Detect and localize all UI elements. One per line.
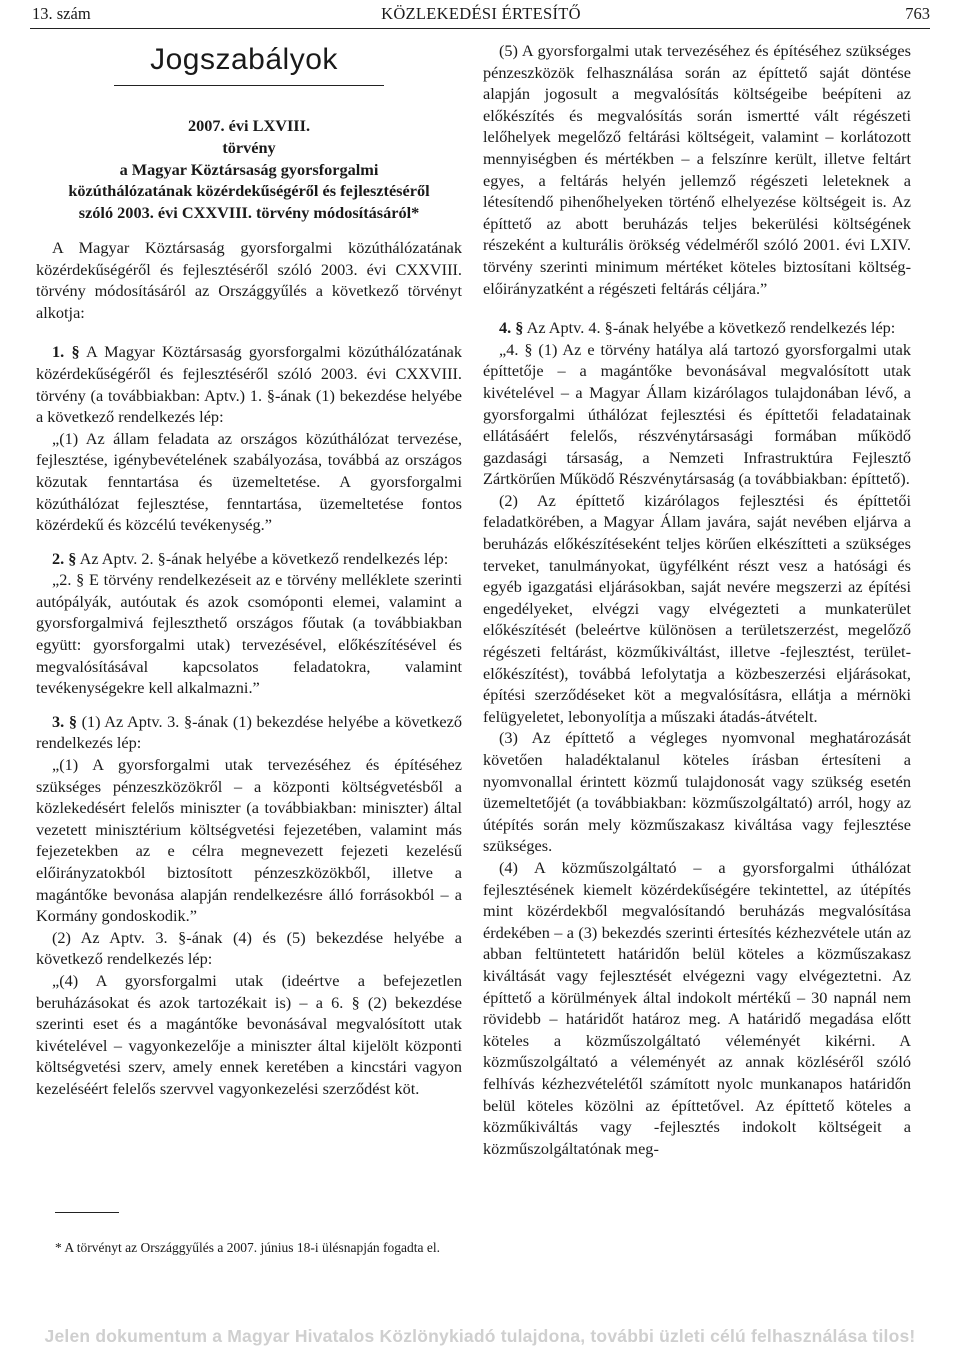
paragraph-5-quote: (5) A gyorsforgalmi utak tervezéséhez és építéséhez szükséges pénzeszközök felhasználása során az építtető saját döntése alapján jogosult a megvalósítás költségeibe beépíteni az előkészítés és megvalósítás során ismertté vált régészeti lelőhelyek megelőző feltárási költségeit, valamint – korlátozott mennyiségben és mértékben – a felszínre került, illetve feltárt egyes, a feltárás helyén jellemző régészeti leleteknek a létesítendő pihenőhelyeken történő elhelyezése költségeit is. Az építtető az abott beruházás teljes bekerülési költségének részeként a kulturális örökség védelméről szóló 2001. évi LXIV. törvény szerinti minimum mértéket köteles biztosítani költség-előirányzatként a régészeti feltárás céljára.” <box>483 41 911 298</box>
section-4-quote-1: „4. § (1) Az e törvény hatálya alá tartozó gyorsforgalmi utak építtetője – a magántőke bevonásával megvalósított utak kivételével – a Magyar Állam kizárólagos tulajdonában lévő, a gyorsforgalmi úthálózat fejlesztési és építtetői feladatainak ellátásáért felelős, részvénytársasági formában működő gazdasági társaság, a Nemzeti Infrastruktúra Fejlesztő Zártkörűen Működő Részvénytársaság (a továbbiakban: építtető). <box>483 339 911 489</box>
section-4-quote-3: (3) Az építtető a végleges nyomvonal meghatározását követően haladéktalanul köteles írásban értesíteni a nyomvonallal érintett közmű tulajdonosát vagy szükség esetén üzemeltetőjét (a továbbiakban: közműszolgáltató) arról, hogy az útépítés során mely közműszakasz kiváltása vagy fejlesztése szükséges. <box>483 728 911 856</box>
law-type: törvény <box>222 137 276 157</box>
section-4-text: Az Aptv. 4. §-ának helyébe a következő rendelkezés lép: <box>523 318 896 338</box>
law-title-line: szóló 2003. évi CXXVIII. törvény módosításáról* <box>78 203 420 223</box>
section-title: Jogszabályok <box>150 43 338 76</box>
issue-number: 13. szám <box>32 4 91 23</box>
law-title-line: közúthálózatának közérdekűségéről és fejlesztéséről <box>68 181 430 201</box>
journal-title: KÖZLEKEDÉSI ÉRTESÍTŐ <box>381 4 581 23</box>
section-1-number: 1. § <box>52 342 80 362</box>
copyright-watermark: Jelen dokumentum a Magyar Hivatalos Közlönykiadó tulajdona, további üzleti célú felhasználása tilos! <box>44 1326 916 1346</box>
page-number: 763 <box>905 4 930 23</box>
section-3-number: 3. § <box>52 711 77 731</box>
section-3-quote-2: „(4) A gyorsforgalmi utak (ideértve a befejezetlen beruházásokat és azok tartozékait is) – a 6. § (2) bekezdése szerinti eset és a magántőke bevonásával megvalósított utak kivételével – vagyonkezelője a miniszter által kijelölt központi költségvetési szerv, amely ennek keretében a kincstári vagyon kezeléséért felelős szervvel vagyonkezelési szerződést köt. <box>36 970 462 1098</box>
section-2-quote: „2. § E törvény rendelkezéseit az e törvény melléklete szerinti autópályák, autóutak és azok csomóponti elemei, valamint a gyorsforgalmivá fejleszthető országos főutak (a továbbiakban együtt: gyorsforgalmi utak) tervezésével, előkészítésével és megvalósításával kapcsolatos feladatokra, valamint tevékenységekre kell alkalmazni.” <box>36 570 462 698</box>
section-4 <box>483 317 911 339</box>
title-rule <box>114 85 384 86</box>
section-2-text: Az Aptv. 2. §-ának helyébe a következő rendelkezés lép: <box>76 548 449 568</box>
section-1 <box>36 341 462 427</box>
section-3-text: (1) Az Aptv. 3. §-ának (1) bekezdése helyébe a következő rendelkezés lép: <box>36 711 462 753</box>
section-4-number: 4. § <box>499 318 524 338</box>
section-1-quote: „(1) Az állam feladata az országos közúthálózat tervezése, fejlesztése, igénybevételének szabályozása, továbbá az országos közutak fenntartása és üzemeltetése. A gyorsforgalmi közúthálózat fejlesztése, fenntartása, üzemeltetése fontos közérdekű és közcélú tevékenység.” <box>36 428 462 535</box>
section-4-quote-4: (4) A közműszolgáltató – a gyorsforgalmi úthálózat fejlesztésének kiemelt közérdekűségére tekintettel, az útépítés mint közérdekből megvalósítandó beruházás megvalósítása érdekében – a (3) bekezdés szerinti értesítés kézhezvétele után az abban feltüntetett határidőn belül köteles a közműszakasz kiváltását vagy fejlesztését elvégezni vagy elvégeztetni. Az építtető a körülmények által indokolt mértékű – 30 napnál nem rövidebb – határidőt határoz meg. A határidő megadása előtt köteles a közműszolgáltató véleményét kikérni. A közműszolgáltató a véleményét az annak közléséről szóló felhívás kézhezvételétől számított nyolc munkanapos határidőn belül köteles közölni az építtetővel. Az építtető köteles a közműkiváltás vagy -fejlesztés indokolt költségeit a közműszolgáltatónak meg- <box>483 857 911 1158</box>
page-header <box>32 4 930 30</box>
section-3-quote-1: „(1) A gyorsforgalmi utak tervezéséhez és építéséhez szükséges pénzeszközökről – a központi költségvetésből a közlekedésért felelős miniszter (a továbbiakban: miniszter) által vezetett minisztérium költségvetési fejezetében, valamint más fejezetekben az e célra megnevezett fejezeti kezelésű előirányzatokból biztosított pénzeszközökből, illetve a magántőke bevonása alapján rendelkezésre álló forrásokból – a Kormány gondoskodik.” <box>36 755 462 926</box>
footnote: * A törvényt az Országgyűlés a 2007. június 18-i ülésnapján fogadta el. <box>55 1240 441 1255</box>
footnote-rule <box>55 1212 119 1213</box>
section-3 <box>36 711 462 754</box>
section-1-text: A Magyar Köztársaság gyorsforgalmi közúthálózatának közérdekűségéről és fejlesztéséről szóló 2003. évi CXXVIII. törvény (a továbbiakban: Aptv.) 1. §-ának (1) bekezdése helyébe a következő rendelkezés lép: <box>36 342 462 427</box>
section-3-paragraph-2: (2) Az Aptv. 3. §-ának (4) és (5) bekezdése helyébe a következő rendelkezés lép: <box>36 927 462 969</box>
section-2-number: 2. § <box>52 548 77 568</box>
left-column <box>36 40 462 1100</box>
law-title-line: a Magyar Köztársaság gyorsforgalmi <box>119 159 379 179</box>
right-column <box>483 40 911 1159</box>
law-heading <box>36 115 462 224</box>
preamble: A Magyar Köztársaság gyorsforgalmi közúthálózatának közérdekűségéről és fejlesztéséről szóló 2003. évi CXXVIII. törvény módosításáról az Országgyűlés a következő törvényt alkotja: <box>36 237 462 322</box>
header-rule <box>30 28 930 29</box>
law-number: 2007. évi LXVIII. <box>187 116 311 135</box>
section-4-quote-2: (2) Az építtető kizárólagos fejlesztési és építtetői feladatkörében, a Magyar Állam javára, saját nevében eljárva a beruházás előkészítéseként teljes körűen elkészítteti a szükséges terveket, tanulmányokat, ügyfélként részt vesz a hatósági és egyéb igazgatási eljárásokban, saját nevére megszerzi az építési engedélyeket, elvégzi vagy elvégezteti a munkaterület előkészítését (beleértve különösen a területszerzést, megelőző régészeti feltárást, közműkiváltást, illetve -fejlesztést, terület-előkészítést), továbbá lefolytatja a közbeszerzési eljárásokat, építési szerződéseket köt a megvalósításra, ellátja a mérnöki felügyeletet, lebonyolítja a műszaki átadás-átvételt. <box>483 490 911 726</box>
section-2 <box>36 548 462 570</box>
